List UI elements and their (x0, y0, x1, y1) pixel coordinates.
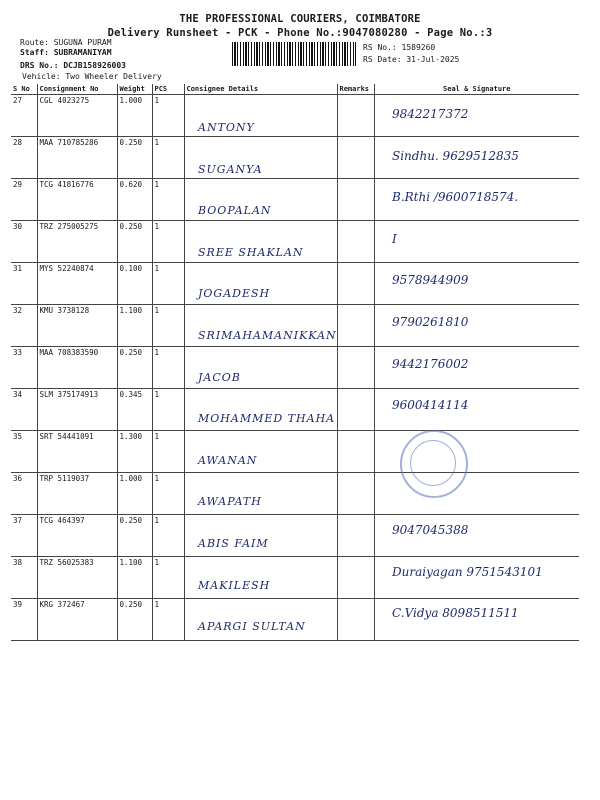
vehicle-label: Vehicle: Two Wheeler Delivery (22, 72, 162, 81)
consignee-name: APARGI SULTAN (198, 620, 306, 634)
col-seal-signature: Seal & Signature (374, 84, 579, 95)
runsheet-title: Delivery Runsheet - PCK - Phone No.:9047080280 - Page No.:3 (107, 27, 493, 39)
weight-cell: 0.100 (117, 263, 152, 305)
consignment-cell: TCG 464397 (37, 515, 117, 557)
pcs-cell: 1 (152, 473, 184, 515)
signature-text: 9790261810 (392, 315, 469, 329)
pcs-cell: 1 (152, 305, 184, 347)
consignment-cell: TRP 5119037 (37, 473, 117, 515)
rs-date: RS Date: 31-Jul-2025 (363, 55, 460, 64)
consignment-cell: MYS 52240874 (37, 263, 117, 305)
sno-cell: 27 (11, 95, 37, 137)
signature-text: 9578944909 (392, 273, 469, 288)
pcs-cell: 1 (152, 263, 184, 305)
weight-cell: 1.000 (117, 473, 152, 515)
remarks-cell (337, 95, 374, 137)
consignee-name: AWANAN (198, 453, 258, 467)
consignment-cell: MAA 710785286 (37, 137, 117, 179)
remarks-cell (337, 473, 374, 515)
company-title: THE PROFESSIONAL COURIERS, COIMBATORE (179, 13, 421, 25)
weight-cell: 0.620 (117, 179, 152, 221)
consignee-name: SRIMAHAMANIKKAN (198, 329, 337, 342)
weight-cell: 1.100 (117, 305, 152, 347)
signature-text: 9047045388 (392, 523, 469, 537)
consignee-name: MAKILESH (198, 578, 271, 592)
table-row (11, 263, 579, 305)
consignee-name: SUGANYA (198, 162, 263, 176)
sno-cell: 34 (11, 389, 37, 431)
remarks-cell (337, 599, 374, 641)
sno-cell: 31 (11, 263, 37, 305)
weight-cell: 0.250 (117, 347, 152, 389)
signature-text: B.Rthi /9600718574. (392, 190, 519, 205)
pcs-cell: 1 (152, 179, 184, 221)
pcs-cell: 1 (152, 431, 184, 473)
signature-text: Duraiyagan 9751543101 (392, 564, 543, 579)
drs-number: DRS No.: DCJB158926003 (20, 61, 126, 70)
consignee-name: BOOPALAN (198, 204, 272, 218)
table-header (11, 84, 579, 95)
remarks-cell (337, 263, 374, 305)
runsheet-table (11, 84, 579, 641)
pcs-cell: 1 (152, 515, 184, 557)
col-consignment: Consignment No (37, 84, 117, 95)
consignment-cell: TRZ 56025383 (37, 557, 117, 599)
consignee-name: JOGADESH (198, 287, 271, 301)
staff-label: Staff: SUBRAMANIYAM (20, 48, 112, 57)
pcs-cell: 1 (152, 95, 184, 137)
pcs-cell: 1 (152, 347, 184, 389)
table-row (11, 431, 579, 473)
sno-cell: 35 (11, 431, 37, 473)
remarks-cell (337, 221, 374, 263)
consignee-cell (184, 557, 337, 599)
weight-cell: 0.345 (117, 389, 152, 431)
consignee-name: MOHAMMED THAHA (198, 412, 336, 426)
pcs-cell: 1 (152, 221, 184, 263)
sno-cell: 29 (11, 179, 37, 221)
sno-cell: 32 (11, 305, 37, 347)
weight-cell: 1.100 (117, 557, 152, 599)
consignee-name: SREE SHAKLAN (198, 245, 304, 259)
pcs-cell: 1 (152, 599, 184, 641)
consignment-cell: MAA 708383590 (37, 347, 117, 389)
pcs-cell: 1 (152, 389, 184, 431)
col-consignee: Consignee Details (184, 84, 337, 95)
consignee-name: ANTONY (198, 121, 255, 134)
weight-cell: 0.250 (117, 221, 152, 263)
weight-cell: 0.250 (117, 599, 152, 641)
remarks-cell (337, 137, 374, 179)
pcs-cell: 1 (152, 137, 184, 179)
sno-cell: 39 (11, 599, 37, 641)
consignment-cell: CGL 4023275 (37, 95, 117, 137)
signature-text: 9442176002 (392, 356, 469, 371)
table-row (11, 473, 579, 515)
remarks-cell (337, 557, 374, 599)
weight-cell: 0.250 (117, 137, 152, 179)
remarks-cell (337, 389, 374, 431)
sno-cell: 37 (11, 515, 37, 557)
table-row (11, 515, 579, 557)
sno-cell: 28 (11, 137, 37, 179)
signature-text: 9842217372 (392, 107, 469, 121)
signature-text: I (392, 231, 397, 246)
sno-cell: 33 (11, 347, 37, 389)
weight-cell: 1.000 (117, 95, 152, 137)
col-sno: S No (11, 84, 37, 95)
consignment-cell: KRG 372467 (37, 599, 117, 641)
col-pcs: PCS (152, 84, 184, 95)
consignment-cell: SRT 54441091 (37, 431, 117, 473)
sno-cell: 36 (11, 473, 37, 515)
route-label: Route: SUGUNA PURAM (20, 38, 112, 47)
weight-cell: 1.300 (117, 431, 152, 473)
remarks-cell (337, 515, 374, 557)
col-remarks: Remarks (337, 84, 374, 95)
weight-cell: 0.250 (117, 515, 152, 557)
barcode-icon (232, 42, 356, 66)
col-weight: Weight (117, 84, 152, 95)
consignee-cell (184, 515, 337, 557)
consignment-cell: TCG 41816776 (37, 179, 117, 221)
table-row (11, 347, 579, 389)
consignment-cell: SLM 375174913 (37, 389, 117, 431)
consignee-name: AWAPATH (198, 495, 262, 509)
consignment-cell: TRZ 275005275 (37, 221, 117, 263)
sno-cell: 30 (11, 221, 37, 263)
signature-text: 9600414114 (392, 398, 469, 413)
remarks-cell (337, 347, 374, 389)
seal-stamp (400, 430, 468, 498)
pcs-cell: 1 (152, 557, 184, 599)
table-row (11, 95, 579, 137)
signature-cell (374, 221, 579, 263)
remarks-cell (337, 431, 374, 473)
consignee-name: ABIS FAIM (198, 537, 269, 550)
signature-text: C.Vidya 8098511511 (392, 606, 519, 621)
remarks-cell (337, 179, 374, 221)
rs-number: RS No.: 1589260 (363, 43, 436, 52)
consignee-name: JACOB (198, 370, 241, 384)
remarks-cell (337, 305, 374, 347)
consignment-cell: KMU 3738128 (37, 305, 117, 347)
sno-cell: 38 (11, 557, 37, 599)
signature-text: Sindhu. 9629512835 (392, 148, 519, 163)
